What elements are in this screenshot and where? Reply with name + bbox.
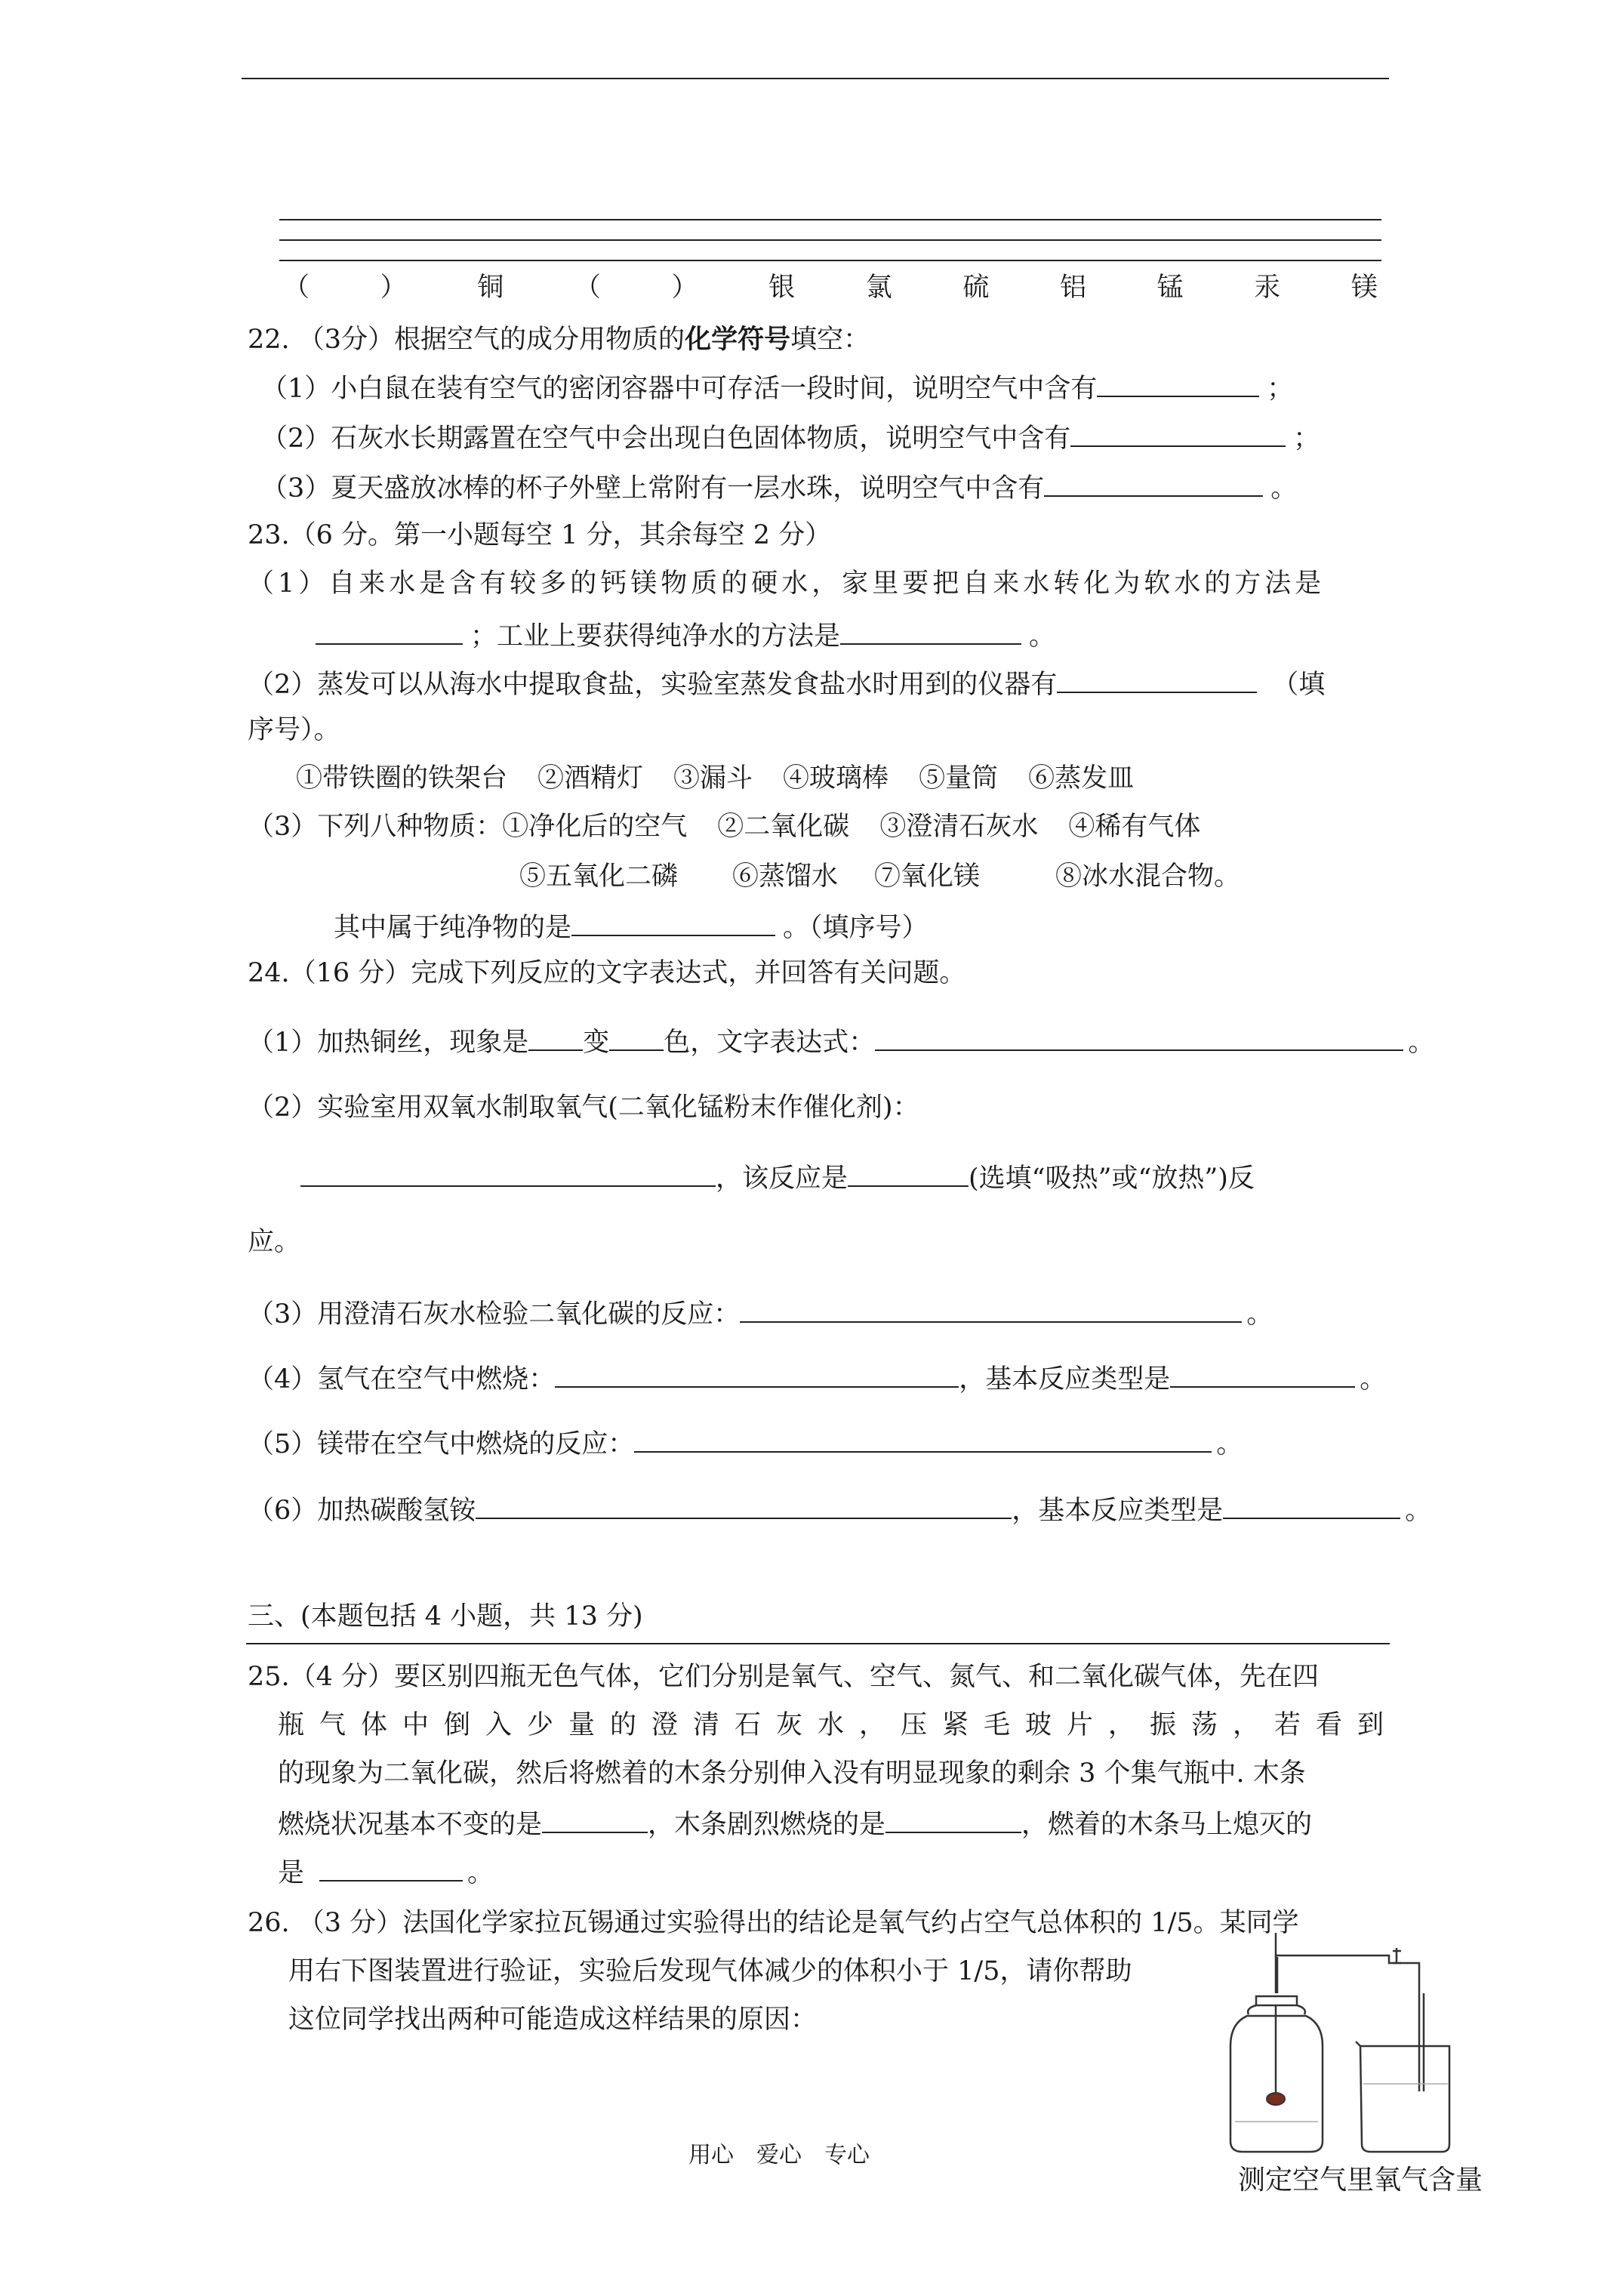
q23-p1-line2 [316, 621, 1055, 650]
elements-row-item: ） [380, 273, 407, 303]
q24-text: 。 [1408, 1028, 1435, 1058]
q23-instruments [296, 763, 1135, 794]
elements-row-item: 铜 [477, 273, 504, 303]
q24-text: 变 [583, 1028, 610, 1058]
q24-item-3 [248, 1299, 1273, 1328]
q24-text: 。 [1360, 1364, 1387, 1395]
q22-item-3 [261, 473, 1297, 502]
q24-item-4 [248, 1364, 1386, 1393]
q24-item-2: （2）实验室用双氧水制取氧气(二氧化锰粉末作催化剂)： [248, 1093, 919, 1123]
answer-blank[interactable] [885, 1809, 1021, 1833]
q23-p2-end: （填 [1272, 670, 1326, 700]
elements-row-item: 锰 [1156, 273, 1184, 303]
q22-item-1 [261, 373, 1293, 402]
answer-blank[interactable] [840, 621, 1021, 645]
answer-blank[interactable] [476, 1495, 1012, 1519]
q26-line-3: 这位同学找出两种可能造成这样结果的原因： [288, 2005, 818, 2035]
instrument-item: ②酒精灯 [537, 763, 644, 794]
q22-item-2 [261, 423, 1320, 452]
answer-blank[interactable] [300, 1163, 716, 1187]
q22-item-end: ； [1267, 374, 1294, 404]
answer-blank[interactable] [316, 621, 463, 645]
section-3-title: 三、(本题包括 4 小题，共 13 分) [248, 1601, 643, 1632]
q25-text: 是 [278, 1858, 305, 1888]
table-line-2 [279, 239, 1381, 241]
q22-bold: 化学符号 [685, 324, 791, 355]
elements-row [283, 275, 1378, 301]
answer-blank[interactable] [555, 1364, 959, 1388]
elements-row-item: 氯 [865, 273, 892, 303]
q24-text: （6）加热碳酸氢铵 [248, 1496, 476, 1526]
q23-p1-mid: ；工业上要获得纯净水的方法是 [470, 621, 841, 652]
q25-text: ，燃着的木条马上熄灭的 [1021, 1810, 1313, 1840]
q23-p2-text: （2）蒸发可以从海水中提取食盐，实验室蒸发食盐水时用到的仪器有 [248, 670, 1058, 700]
q24-item-2-line2 [300, 1163, 1255, 1192]
q24-text: 。 [1216, 1429, 1243, 1459]
q23-p1-line1: （1）自来水是含有较多的钙镁物质的硬水，家里要把自来水转化为软水的方法是 [248, 569, 1326, 599]
instrument-item: ⑥蒸发皿 [1028, 763, 1135, 794]
substance-item: ①净化后的空气 [502, 812, 688, 842]
answer-blank[interactable] [875, 1027, 1403, 1051]
answer-blank[interactable] [848, 1163, 969, 1187]
q25-line-4 [278, 1809, 1312, 1838]
answer-blank[interactable] [740, 1299, 1242, 1323]
answer-blank[interactable] [542, 1809, 648, 1833]
q24-text: （4）氢气在空气中燃烧： [248, 1364, 556, 1395]
elements-row-item: 银 [768, 273, 796, 303]
elements-row-item: 镁 [1350, 273, 1378, 303]
q23-header: 23.（6 分。第一小题每空 1 分，其余每空 2 分） [248, 520, 832, 550]
instrument-item: ①带铁圈的铁架台 [296, 763, 508, 794]
q25-line-2: 瓶气体中倒入少量的澄清石灰水，压紧毛玻片，振荡，若看到 [278, 1710, 1400, 1740]
q24-text: （1）加热铜丝，现象是 [248, 1028, 529, 1058]
substance-item: ⑦氧化镁 [874, 861, 981, 892]
answer-blank[interactable] [1223, 1495, 1400, 1519]
substance-item: ⑤五氧化二磷 [519, 861, 679, 892]
elements-row-item: （ [283, 273, 310, 303]
q24-text: ，基本反应类型是 [1012, 1496, 1224, 1526]
q26-line-2: 用右下图装置进行验证，实验后发现气体减少的体积小于 1/5，请你帮助 [288, 1956, 1132, 1986]
substance-item: ⑥蒸馏水 [732, 861, 839, 892]
q24-text: 。 [1405, 1496, 1432, 1526]
q25-line-3: 的现象为二氧化碳，然后将燃着的木条分别伸入没有明显现象的剩余 3 个集气瓶中. 木条 [278, 1758, 1306, 1789]
answer-blank[interactable] [609, 1027, 664, 1051]
q24-item-1 [248, 1027, 1434, 1056]
q24-item-6 [248, 1495, 1431, 1524]
q24-text: （5）镁带在空气中燃烧的反应： [248, 1429, 635, 1459]
q23-p2-line1 [248, 669, 1325, 698]
q26-line-1: 26. （3 分）法国化学家拉瓦锡通过实验得出的结论是氧气约占空气总体积的 1/5。某同学 [248, 1908, 1299, 1938]
q24-header: 24.（16 分）完成下列反应的文字表达式，并回答有关问题。 [248, 958, 966, 988]
elements-row-item: 铝 [1060, 273, 1087, 303]
q24-text: （3）用澄清石灰水检验二氧化碳的反应： [248, 1299, 741, 1330]
q24-text: (选填“吸热”或“放热”)反 [969, 1163, 1255, 1194]
q25-line-1: 25.（4 分）要区别四瓶无色气体，它们分别是氧气、空气、氮气、和二氧化碳气体，先在四 [248, 1662, 1320, 1692]
q25-text: ，木条剧烈燃烧的是 [648, 1810, 886, 1840]
figure-caption: 测定空气里氧气含量 [1238, 2165, 1483, 2196]
answer-blank[interactable] [1070, 423, 1286, 447]
table-line-1 [279, 219, 1381, 220]
q25-text: 燃烧状况基本不变的是 [278, 1810, 543, 1840]
answer-blank[interactable] [571, 912, 775, 936]
answer-blank[interactable] [319, 1857, 463, 1881]
answer-blank[interactable] [528, 1027, 583, 1051]
q23-p2-line2: 序号）。 [248, 715, 340, 745]
q22-item-text: （1）小白鼠在装有空气的密闭容器中可存活一段时间，说明空气中含有 [261, 374, 1098, 404]
q22-item-end: 。 [1270, 473, 1298, 504]
q25-line-5 [278, 1857, 494, 1887]
substance-item: ②二氧化碳 [717, 812, 850, 842]
q23-p3-prefix: （3）下列八种物质： [248, 812, 503, 842]
q22-item-text: （2）石灰水长期露置在空气中会出现白色固体物质，说明空气中含有 [261, 424, 1071, 454]
substance-item: ⑧冰水混合物。 [1055, 861, 1241, 892]
substance-item: ③澄清石灰水 [879, 812, 1039, 842]
elements-row-item: 汞 [1254, 273, 1281, 303]
q23-p3-line1 [248, 814, 1200, 840]
instrument-item: ④玻璃棒 [783, 763, 889, 794]
q23-p3-line2 [519, 861, 1241, 892]
q24-text: ，该反应是 [716, 1163, 848, 1194]
answer-blank[interactable] [634, 1428, 1212, 1453]
q24-item-5 [248, 1428, 1243, 1458]
q22-header [248, 326, 870, 353]
substance-item: ④稀有气体 [1068, 812, 1201, 842]
instrument-item: ③漏斗 [673, 763, 753, 794]
oxygen-apparatus-figure [1223, 1933, 1480, 2159]
q24-text: ，基本反应类型是 [959, 1364, 1171, 1395]
elements-row-item: （ [574, 273, 601, 303]
q23-p3-line3 [334, 912, 929, 942]
answer-blank[interactable] [1057, 669, 1257, 693]
page-footer: 用心 爱心 专心 [688, 2142, 870, 2168]
instrument-item: ⑤量筒 [919, 763, 999, 794]
answer-blank[interactable] [1044, 473, 1263, 497]
elements-row-item: ） [671, 273, 698, 303]
answer-blank[interactable] [1170, 1364, 1355, 1388]
q22-suffix: 填空： [790, 325, 870, 355]
q25-text: 。 [467, 1858, 494, 1888]
q24-text: 色，文字表达式： [664, 1028, 876, 1058]
q22-item-text: （3）夏天盛放冰棒的杯子外壁上常附有一层水珠，说明空气中含有 [261, 473, 1045, 504]
header-rule [242, 78, 1389, 79]
table-line-3 [279, 260, 1381, 261]
q22-prefix: 22. （3分）根据空气的成分用物质的 [248, 325, 685, 355]
q23-p3-question: 其中属于纯净物的是 [334, 913, 572, 943]
answer-blank[interactable] [1097, 373, 1259, 397]
q24-text: 。 [1246, 1299, 1273, 1330]
q23-p1-end: 。 [1029, 621, 1056, 652]
section-3-rule [246, 1643, 1390, 1644]
elements-row-item: 硫 [962, 273, 990, 303]
q24-item-2-tail: 应。 [248, 1227, 301, 1257]
q23-p3-end: 。（填序号） [783, 913, 929, 943]
q22-item-end: ； [1293, 424, 1320, 454]
